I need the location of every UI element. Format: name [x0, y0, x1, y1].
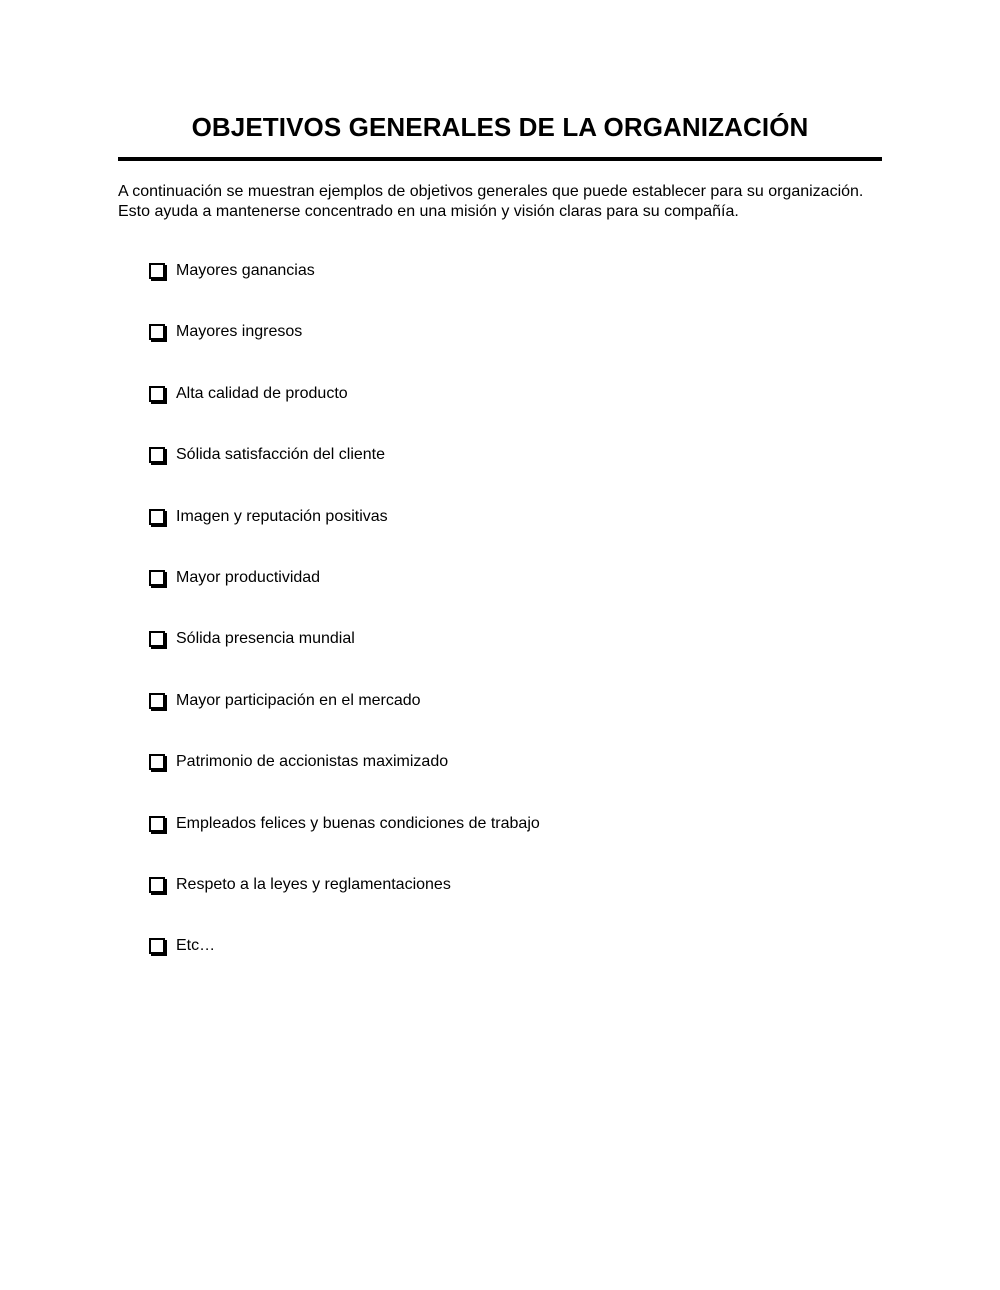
list-item-label: Respeto a la leyes y reglamentaciones [176, 875, 451, 893]
list-item [149, 568, 540, 629]
list-item [149, 322, 540, 383]
list-item-label: Etc… [176, 937, 216, 955]
title-divider [118, 157, 882, 161]
checkbox-icon [149, 570, 165, 586]
checkbox-icon [149, 938, 165, 954]
list-item-label: Sólida presencia mundial [176, 630, 355, 648]
list-item [149, 752, 540, 813]
checkbox-icon [149, 324, 165, 340]
list-item-label: Imagen y reputación positivas [176, 507, 388, 525]
checkbox-icon [149, 386, 165, 402]
list-item-label: Sólida satisfacción del cliente [176, 446, 386, 464]
list-item-label: Mayores ingresos [176, 323, 303, 341]
list-item [149, 814, 540, 875]
list-item-label: Mayores ganancias [176, 262, 315, 279]
list-item-label: Mayor productividad [176, 568, 321, 586]
objectives-checklist [149, 261, 540, 998]
checkbox-icon [149, 447, 165, 463]
list-item [149, 691, 540, 752]
checkbox-icon [149, 877, 165, 893]
list-item [149, 261, 540, 322]
checkbox-icon [149, 754, 165, 770]
list-item-label: Mayor participación en el mercado [176, 691, 421, 709]
checkbox-icon [149, 816, 165, 832]
list-item [149, 936, 540, 997]
checkbox-icon [149, 509, 165, 525]
checkbox-icon [149, 693, 165, 709]
list-item [149, 629, 540, 690]
checkbox-icon [149, 631, 165, 647]
list-item-label: Alta calidad de producto [176, 384, 348, 402]
list-item-label: Empleados felices y buenas condiciones de trabajo [176, 814, 540, 832]
list-item [149, 875, 540, 936]
list-item [149, 507, 540, 568]
intro-line: A continuación se muestran ejemplos de objetivos generales que puede establecer para su organización. [118, 183, 864, 200]
list-item-label: Patrimonio de accionistas maximizado [176, 753, 449, 771]
intro-paragraph [118, 182, 898, 222]
list-item [149, 384, 540, 445]
checkbox-icon [149, 263, 165, 279]
page-title: OBJETIVOS GENERALES DE LA ORGANIZACIÓN [191, 112, 809, 142]
intro-line: Esto ayuda a mantenerse concentrado en una misión y visión claras para su compañía. [118, 203, 739, 220]
list-item [149, 445, 540, 506]
